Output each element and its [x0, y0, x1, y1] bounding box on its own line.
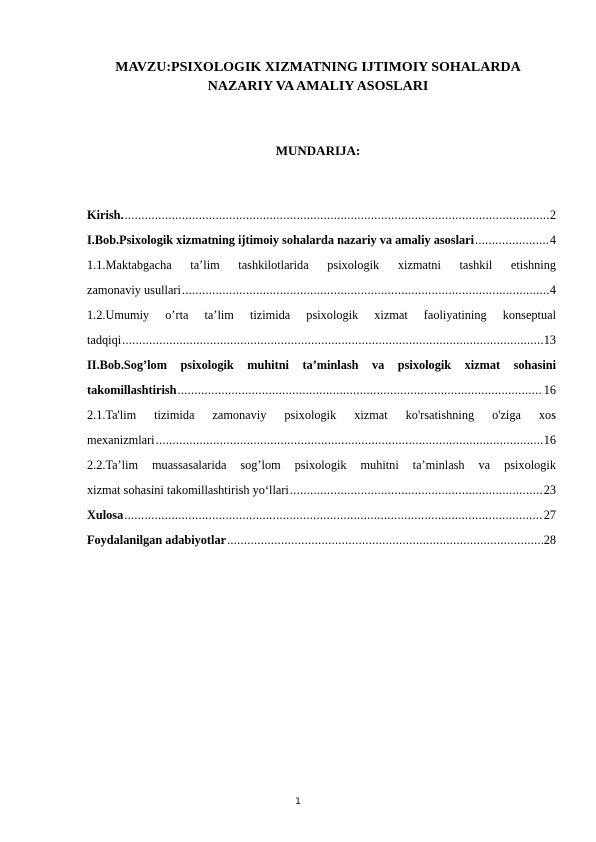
toc-entry-text: mexanizmlari	[87, 433, 155, 447]
toc-entry-text: takomillashtirish	[87, 383, 177, 397]
page-number-footer: 1	[295, 797, 301, 807]
toc-entry-text: 2.2.Ta’lim muassasalarida sog’lom psixologik muhitni ta’minlash va psixologik	[87, 458, 556, 472]
toc-entry-text: Kirish.	[87, 208, 124, 222]
toc-entry-text: Xulosa	[87, 508, 124, 522]
toc-entry-text: 1.1.Maktabgacha ta’lim tashkilotlarida psixologik xizmatni tashkil etishning	[87, 258, 556, 272]
toc-page-number: 16	[543, 383, 556, 397]
toc-entry-text: I.Bob.Psixologik xizmatning ijtimoiy sohalarda nazariy va amaliy asoslari	[87, 233, 475, 247]
dot-leader	[475, 228, 549, 253]
document-title	[80, 58, 556, 96]
toc-page-number: 28	[543, 533, 556, 547]
toc-entry-xulosa[interactable]	[87, 503, 556, 528]
dot-leader	[182, 278, 549, 303]
toc-entry-section-1-1[interactable]	[87, 253, 556, 303]
toc-entry-chapter-1[interactable]	[87, 228, 556, 253]
toc-entry-kirish[interactable]	[87, 203, 556, 228]
dot-leader	[156, 428, 543, 453]
table-of-contents	[87, 203, 556, 553]
dot-leader	[124, 503, 542, 528]
dot-leader	[227, 528, 543, 553]
dot-leader	[122, 328, 543, 353]
toc-entry-text: tadqiqi	[87, 333, 122, 347]
toc-page-number: 4	[549, 233, 556, 247]
document-title-line-2: NAZARIY VA AMALIY ASOSLARI	[207, 79, 429, 94]
toc-page-number: 16	[543, 433, 556, 447]
toc-page-number: 2	[549, 208, 556, 222]
toc-entry-section-2-2[interactable]	[87, 453, 556, 503]
toc-entry-text: Foydalanilgan adabiyotlar	[87, 533, 227, 547]
toc-entry-text: 1.2.Umumiy o’rta ta’lim tizimida psixologik xizmat faoliyatining konseptual	[87, 308, 556, 322]
toc-entry-references[interactable]	[87, 528, 556, 553]
toc-page-number: 27	[543, 508, 556, 522]
toc-entry-text: zamonaviy usullari	[87, 283, 181, 297]
toc-heading: MUNDARIJA:	[275, 143, 361, 158]
dot-leader	[178, 378, 543, 403]
toc-entry-text: xizmat sohasini takomillashtirish yo‘llari	[87, 483, 289, 497]
document-title-line-1: MAVZU:PSIXOLOGIK XIZMATNING IJTIMOIY SOHALARDA	[115, 60, 521, 75]
toc-entry-chapter-2[interactable]	[87, 353, 556, 403]
toc-entry-text: II.Bob.Sog’lom psixologik muhitni ta’minlash va psixologik xizmat sohasini	[87, 358, 556, 372]
dot-leader	[290, 478, 543, 503]
toc-page-number: 13	[543, 333, 556, 347]
toc-page-number: 4	[549, 283, 556, 297]
toc-page-number: 23	[543, 483, 556, 497]
toc-entry-text: 2.1.Ta'lim tizimida zamonaviy psixologik xizmat ko'rsatishning o'ziga xos	[87, 408, 556, 422]
toc-entry-section-2-1[interactable]	[87, 403, 556, 453]
dot-leader	[125, 203, 549, 228]
toc-entry-section-1-2[interactable]	[87, 303, 556, 353]
